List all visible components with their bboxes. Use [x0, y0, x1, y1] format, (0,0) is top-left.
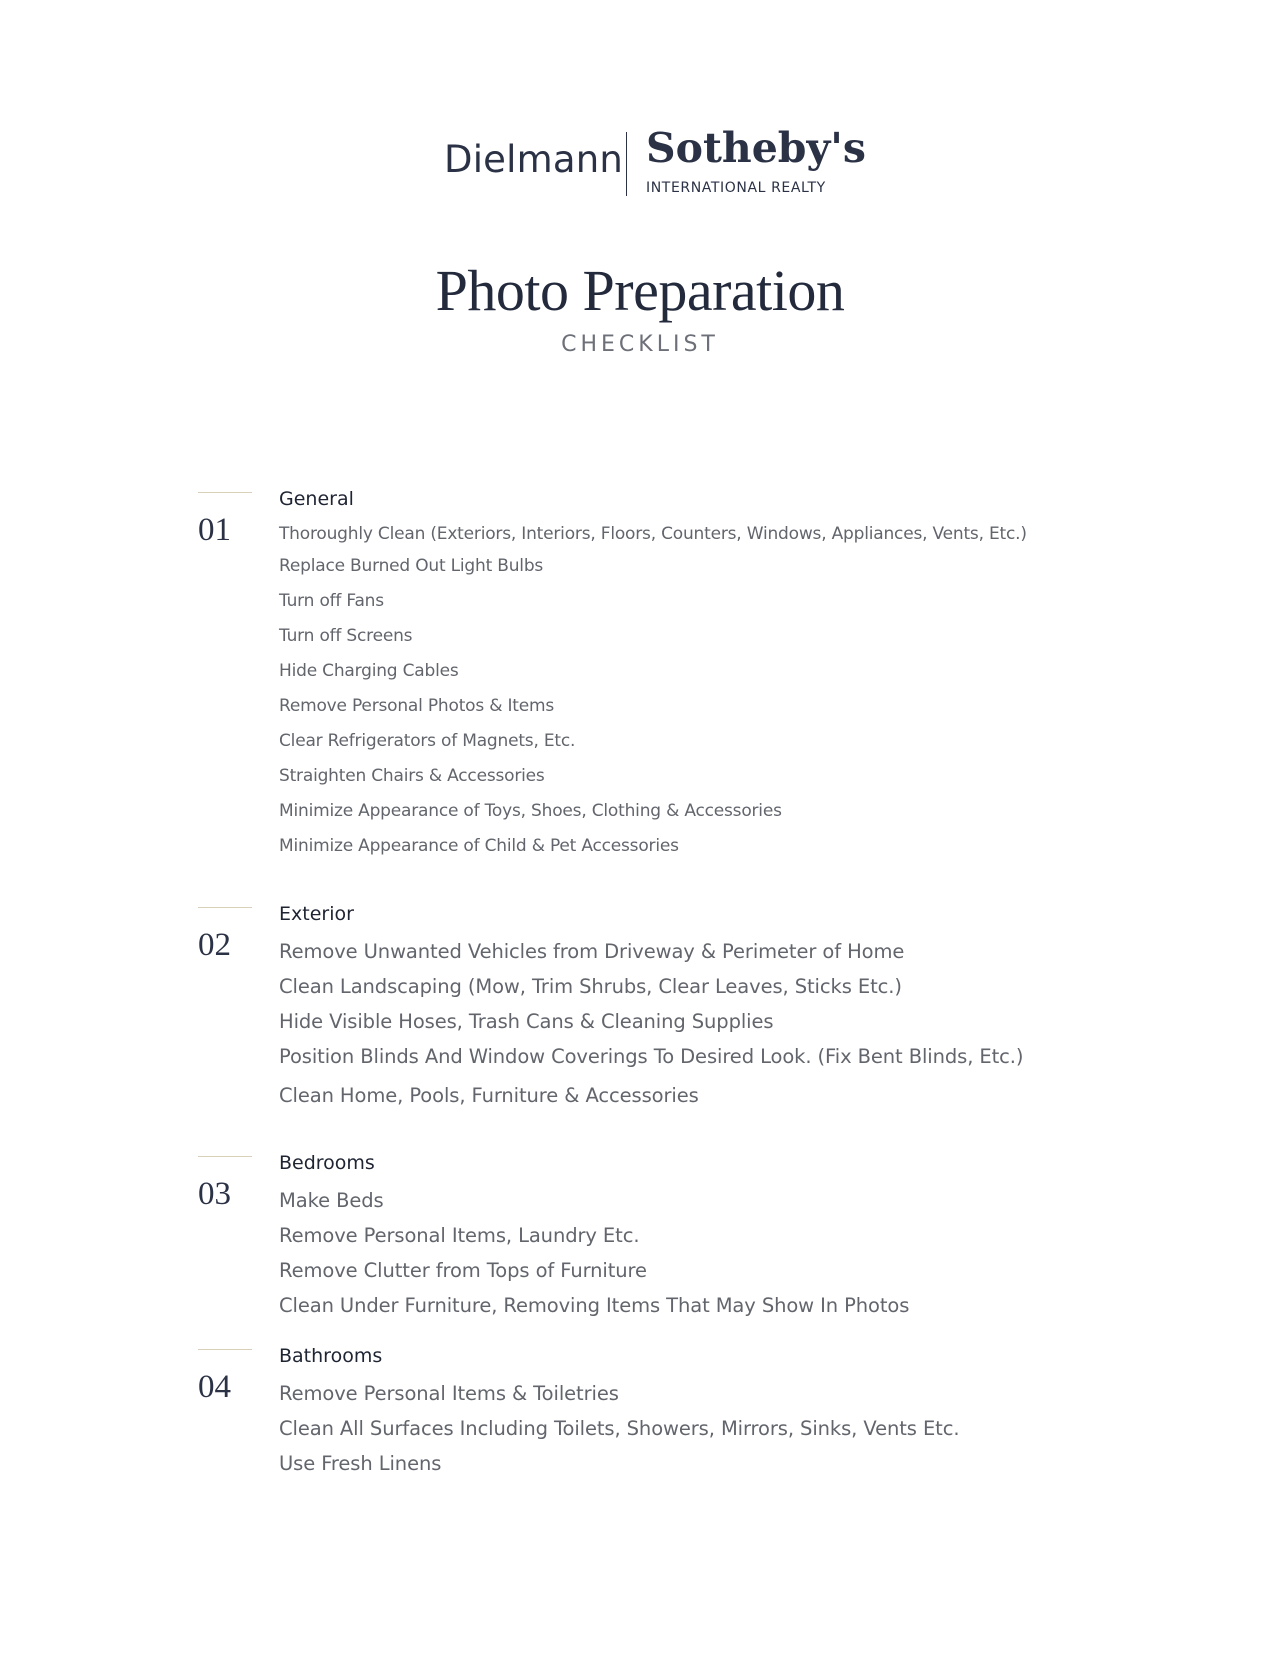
section-number: 02 — [198, 927, 231, 963]
section-heading: Exterior — [279, 903, 354, 925]
page-title: Photo Preparation — [435, 258, 845, 323]
section-rule — [198, 1349, 252, 1350]
logo-divider — [626, 132, 627, 196]
checklist-item: Minimize Appearance of Child & Pet Accessories — [279, 836, 679, 856]
checklist-item: Clean Under Furniture, Removing Items That May Show In Photos — [279, 1294, 910, 1317]
checklist-item: Clear Refrigerators of Magnets, Etc. — [279, 731, 576, 751]
section-rule — [198, 1156, 252, 1157]
section-number: 01 — [198, 512, 231, 548]
checklist-item: Use Fresh Linens — [279, 1452, 442, 1475]
section-heading: General — [279, 488, 354, 510]
page-subtitle: CHECKLIST — [561, 332, 719, 357]
checklist-item: Remove Personal Items & Toiletries — [279, 1382, 619, 1405]
logo-brand-dielmann: Dielmann — [444, 138, 624, 181]
checklist-item: Hide Charging Cables — [279, 661, 459, 681]
checklist-items — [279, 519, 1027, 864]
checklist-item: Minimize Appearance of Toys, Shoes, Clothing & Accessories — [279, 801, 782, 821]
section-heading: Bedrooms — [279, 1152, 375, 1174]
checklist-item: Replace Burned Out Light Bulbs — [279, 556, 544, 576]
checklist-item: Position Blinds And Window Coverings To Desired Look. (Fix Bent Blinds, Etc.) — [279, 1045, 1024, 1068]
section-rule — [198, 907, 252, 908]
checklist-items — [279, 934, 1023, 1113]
logo-brand-subtitle: INTERNATIONAL REALTY — [646, 180, 826, 196]
checklist-item: Straighten Chairs & Accessories — [279, 766, 545, 786]
checklist-item: Thoroughly Clean (Exteriors, Interiors, Floors, Counters, Windows, Appliances, Vents, Etc.) — [279, 524, 1027, 544]
checklist-item: Turn off Fans — [279, 591, 384, 611]
checklist-item: Remove Clutter from Tops of Furniture — [279, 1259, 647, 1282]
checklist-item: Clean All Surfaces Including Toilets, Showers, Mirrors, Sinks, Vents Etc. — [279, 1417, 960, 1440]
checklist-item: Hide Visible Hoses, Trash Cans & Cleaning Supplies — [279, 1010, 774, 1033]
brand-logo — [0, 124, 1280, 198]
checklist-item: Remove Personal Photos & Items — [279, 696, 555, 716]
checklist-item: Remove Unwanted Vehicles from Driveway & Perimeter of Home — [279, 940, 905, 963]
checklist-item: Make Beds — [279, 1189, 384, 1212]
checklist-item: Clean Landscaping (Mow, Trim Shrubs, Clear Leaves, Sticks Etc.) — [279, 975, 902, 998]
section-heading: Bathrooms — [279, 1345, 383, 1367]
logo-brand-sothebys: Sotheby's — [646, 124, 866, 172]
section-number: 03 — [198, 1176, 231, 1212]
checklist-item: Remove Personal Items, Laundry Etc. — [279, 1224, 640, 1247]
checklist-items — [279, 1183, 909, 1323]
checklist-item: Clean Home, Pools, Furniture & Accessories — [279, 1084, 699, 1107]
section-rule — [198, 492, 252, 493]
section-number: 04 — [198, 1369, 231, 1405]
checklist-item: Turn off Screens — [279, 626, 413, 646]
checklist-items — [279, 1376, 959, 1481]
